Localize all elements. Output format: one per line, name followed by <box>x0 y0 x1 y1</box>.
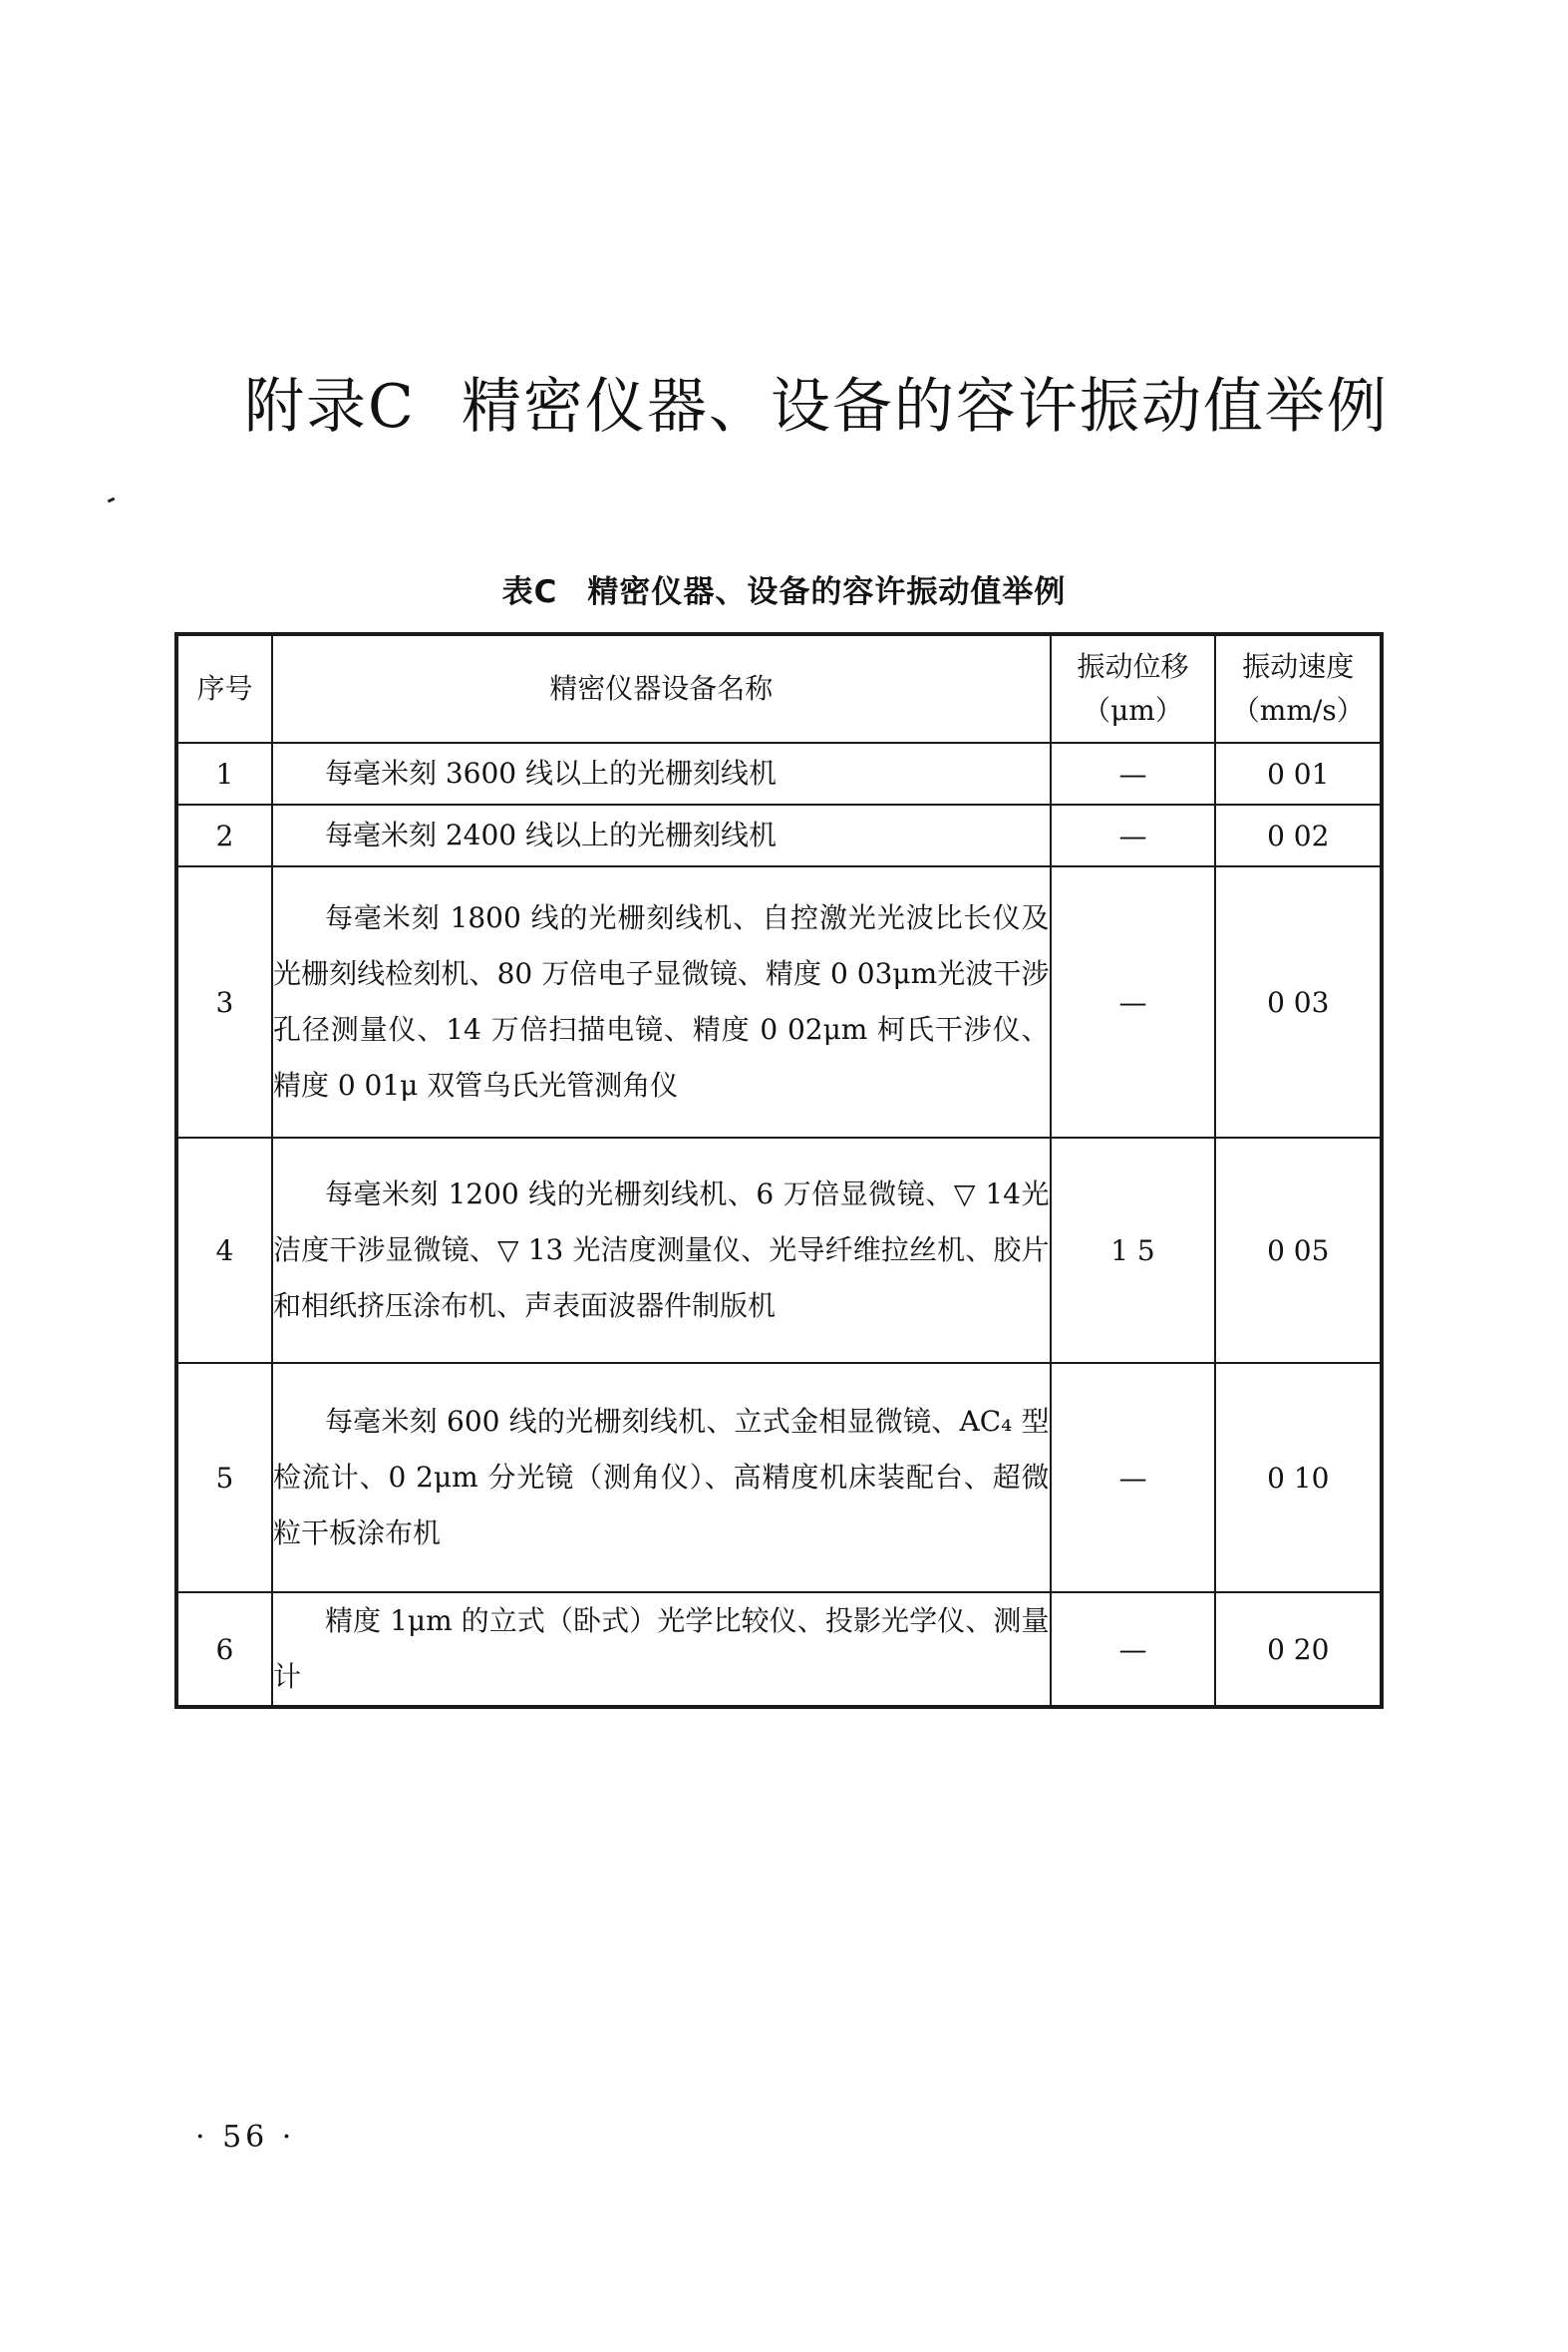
header-displacement-line2: （μm） <box>1083 694 1183 727</box>
table-row <box>176 805 1382 866</box>
cell-velocity: 0 03 <box>1215 866 1382 1138</box>
header-displacement <box>1051 634 1216 743</box>
cell-seq: 3 <box>176 866 272 1138</box>
table-caption-title: 精密仪器、设备的容许振动值举例 <box>587 574 1067 610</box>
vibration-table <box>174 632 1384 1709</box>
table-row <box>176 866 1382 1138</box>
header-name: 精密仪器设备名称 <box>272 634 1051 743</box>
cell-seq: 6 <box>176 1592 272 1707</box>
table-row <box>176 743 1382 805</box>
stray-mark <box>108 498 116 504</box>
table-caption-label: 表C <box>501 574 558 610</box>
table-header-row <box>176 634 1382 743</box>
table-row <box>176 1363 1382 1592</box>
cell-displacement: — <box>1051 805 1216 866</box>
cell-seq: 4 <box>176 1138 272 1363</box>
cell-displacement: 1 5 <box>1051 1138 1216 1363</box>
header-displacement-line1: 振动位移 <box>1077 650 1189 683</box>
cell-velocity: 0 05 <box>1215 1138 1382 1363</box>
cell-displacement: — <box>1051 1592 1216 1707</box>
cell-displacement: — <box>1051 743 1216 805</box>
appendix-label: 附录C <box>244 372 416 442</box>
cell-displacement: — <box>1051 1363 1216 1592</box>
table-row <box>176 1138 1382 1363</box>
cell-name: 每毫米刻 3600 线以上的光栅刻线机 <box>272 743 1051 805</box>
cell-displacement: — <box>1051 866 1216 1138</box>
cell-seq: 5 <box>176 1363 272 1592</box>
cell-seq: 2 <box>176 805 272 866</box>
appendix-heading: 精密仪器、设备的容许振动值举例 <box>461 372 1389 442</box>
cell-name: 每毫米刻 2400 线以上的光栅刻线机 <box>272 805 1051 866</box>
appendix-title <box>244 359 1389 445</box>
page-number: · 56 · <box>195 2120 296 2155</box>
header-seq: 序号 <box>176 634 272 743</box>
header-velocity-line1: 振动速度 <box>1242 650 1355 683</box>
cell-seq: 1 <box>176 743 272 805</box>
header-velocity <box>1215 634 1382 743</box>
cell-name: 精度 1μm 的立式（卧式）光学比较仪、投影光学仪、测量计 <box>272 1592 1051 1707</box>
header-velocity-line2: （mm/s） <box>1231 694 1365 727</box>
table-row <box>176 1592 1382 1707</box>
cell-name: 每毫米刻 1800 线的光栅刻线机、自控激光光波比长仪及光栅刻线检刻机、80 万倍电子显微镜、精度 0 03μm光波干涉孔径测量仪、14 万倍扫描电镜、精度 0 02μm 柯氏干涉仪、精度 0 01μ 双管乌氏光管测角仪 <box>272 866 1051 1138</box>
cell-velocity: 0 01 <box>1215 743 1382 805</box>
cell-velocity: 0 02 <box>1215 805 1382 866</box>
cell-name: 每毫米刻 1200 线的光栅刻线机、6 万倍显微镜、▽ 14光洁度干涉显微镜、▽ 13 光洁度测量仪、光导纤维拉丝机、胶片和相纸挤压涂布机、声表面波器件制版机 <box>272 1138 1051 1363</box>
cell-velocity: 0 10 <box>1215 1363 1382 1592</box>
cell-name: 每毫米刻 600 线的光栅刻线机、立式金相显微镜、AC₄ 型检流计、0 2μm 分光镜（测角仪）、高精度机床装配台、超微粒干板涂布机 <box>272 1363 1051 1592</box>
table-caption <box>0 566 1568 611</box>
cell-velocity: 0 20 <box>1215 1592 1382 1707</box>
